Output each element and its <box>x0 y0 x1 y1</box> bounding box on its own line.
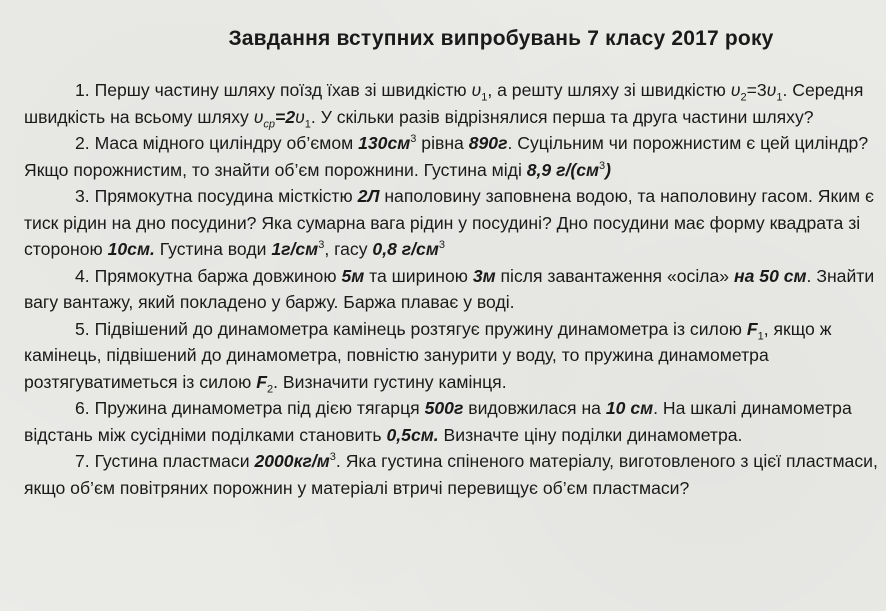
task-number: 1. <box>75 80 90 100</box>
task-number: 4. <box>75 265 90 286</box>
task-4: 4. Прямокутна баржа довжиною 5м та шириною 3м після завантаження «осіла» на 50 см. Знайти вагу вантажу, який покладено у баржу. Баржа плаває у воді. <box>24 265 875 312</box>
task-2: 2. Маса мідного циліндру об’ємом $130см^3$ рівна 890г. Суцільним чи порожнистим є цей циліндр? Якщо порожнистим, то знайти об’єм порожнини. Густина міді 8,9 $г/(см^3)$ <box>24 133 869 180</box>
task-number: 7. <box>75 451 90 471</box>
task-7: 7. Густина пластмаси $2000кг/м^3$. Яка густина спіненого матеріалу, виготовленого з цієї пластмаси, якщо об’єм повітряних порожнин у матеріалі втричі перевищує об’єм пластмаси? <box>24 451 878 498</box>
page-title: Завдання вступних випробувань 7 класу 2017 року <box>228 27 774 50</box>
task-number: 5. <box>75 318 90 339</box>
task-number: 6. <box>75 398 90 418</box>
task-3: 3. Прямокутна посудина місткістю 2Л наполовину заповнена водою, та наполовину гасом. Яким є тиск рідин на дно посудини? Яка сумарна вага рідин у посудині? Дно посудини має форму квадрата зі стороною 10см. Густина води $1г/см^3$, гасу 0,8 $г/см^3$ <box>24 186 875 259</box>
task-5: 5. Підвішений до динамометра камінець розтягує пружину динамометра із силою $F_1$, якщо ж камінець, підвішений до динамометра, повністю занурити у воду, то пружина динамометра розтягуватиметься із силою $F_2$. Визначити густину камінця. <box>24 318 832 396</box>
task-1: 1. Першу частину шляху поїзд їхав зі швидкістю $\upsilon_1$, а решту шляху зі швидкістю $\upsilon_2=3\upsilon_1$. Середня швидкість на всьому шляху $\upsilon_{ср}=2\upsilon_1$. У скільки разів відрізнялися перша та друга частини шляху? <box>24 80 864 131</box>
task-number: 3. <box>75 186 90 206</box>
task-6: 6. Пружина динамометра під дією тягарця 500г видовжилася на 10 см. На шкалі динамометра відстань між сусідніми поділками становить 0,5см. Визначте ціну поділки динамометра. <box>24 398 852 445</box>
task-number: 2. <box>75 133 90 153</box>
